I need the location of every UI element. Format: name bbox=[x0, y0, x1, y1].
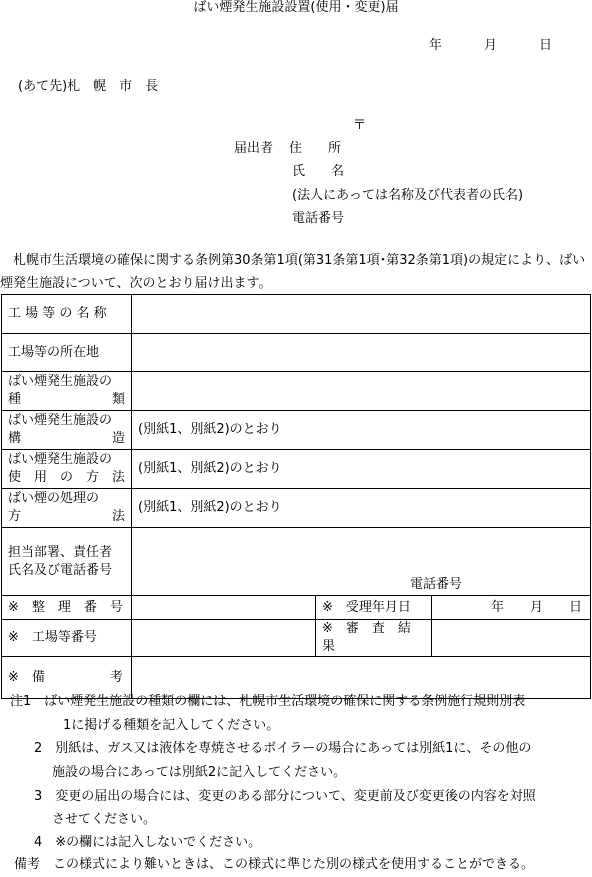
row-ref-number bbox=[2, 596, 591, 620]
factory-location-field[interactable] bbox=[132, 334, 591, 372]
receipt-date-field[interactable]: 年 月 日 bbox=[432, 596, 591, 620]
corporation-note: (法人にあっては名称及び代表者の氏名) bbox=[292, 188, 524, 203]
address-label: 住 所 bbox=[289, 141, 342, 156]
addressee: (あて先)札 幌 市 長 bbox=[18, 79, 159, 94]
facility-structure-label: ばい煙発生施設の 構 造 bbox=[2, 411, 132, 450]
facility-type-field[interactable] bbox=[132, 372, 591, 411]
notifier-name-label: 氏 名 bbox=[292, 164, 345, 179]
row-factory-name bbox=[2, 295, 591, 334]
note-3-cont: させてください。 bbox=[52, 812, 157, 827]
row-factory-location bbox=[2, 334, 591, 372]
remarks-label: ※ 備 考 bbox=[2, 657, 132, 699]
ref-number-label: ※ 整 理 番 号 bbox=[2, 596, 132, 620]
usage-method-label: ばい煙発生施設の 使 用 の 方 法 bbox=[2, 450, 132, 489]
notifier-label: 届出者 bbox=[234, 141, 274, 156]
notifier-address-row bbox=[234, 141, 341, 157]
row-factory-number bbox=[2, 620, 591, 657]
notification-table bbox=[1, 294, 591, 699]
submission-date[interactable] bbox=[429, 38, 552, 54]
row-contact bbox=[2, 528, 591, 596]
usage-method-field[interactable]: (別紙1、別紙2)のとおり bbox=[132, 450, 591, 489]
receipt-date-label: ※ 受理年月日 bbox=[316, 596, 432, 620]
contact-field[interactable] bbox=[132, 528, 591, 596]
factory-location-label: 工場等の所在地 bbox=[2, 334, 132, 372]
date-day: 日 bbox=[538, 38, 552, 53]
row-usage-method bbox=[2, 450, 591, 489]
note-3: 3 変更の届出の場合には、変更のある部分について、変更前及び変更後の内容を対照 bbox=[34, 789, 536, 804]
notifier-phone-label: 電話番号 bbox=[292, 211, 345, 226]
postal-mark: 〒 bbox=[353, 118, 367, 133]
review-result-field[interactable] bbox=[432, 620, 591, 657]
note-4: 4 ※の欄には記入しないでください。 bbox=[34, 835, 262, 850]
review-result-label: ※ 審 査 結 果 bbox=[316, 620, 432, 657]
note-1: 注1 ばい煙発生施設の種類の欄には、札幌市生活環境の確保に関する条例施行規則別表 bbox=[10, 694, 526, 709]
treatment-method-field[interactable]: (別紙1、別紙2)のとおり bbox=[132, 489, 591, 528]
contact-label: 担当部署、責任者 氏名及び電話番号 bbox=[2, 528, 132, 596]
factory-name-label: 工 場 等 の 名 称 bbox=[2, 295, 132, 334]
factory-name-field[interactable] bbox=[132, 295, 591, 334]
contact-phone-label: 電話番号 bbox=[410, 577, 463, 592]
note-2-cont: 施設の場合にあっては別紙2に記入してください。 bbox=[52, 765, 347, 780]
date-year: 年 bbox=[428, 38, 442, 53]
date-month: 月 bbox=[483, 38, 497, 53]
note-1-cont: 1に掲げる種類を記入してください。 bbox=[63, 718, 280, 733]
ref-number-field[interactable] bbox=[132, 596, 316, 620]
form-title: ばい煙発生施設設置(使用・変更)届 bbox=[193, 0, 399, 15]
row-facility-type bbox=[2, 372, 591, 411]
facility-structure-field[interactable]: (別紙1、別紙2)のとおり bbox=[132, 411, 591, 450]
row-treatment-method bbox=[2, 489, 591, 528]
intro-paragraph: 札幌市生活環境の確保に関する条例第30条第1項(第31条第1項･第32条第1項)の規定により、ばい煙発生施設について、次のとおり届け出ます。 bbox=[0, 253, 586, 291]
note-2: 2 別紙は、ガス又は液体を専焼させるボイラーの場合にあっては別紙1に、その他の bbox=[34, 741, 532, 756]
factory-number-field[interactable] bbox=[132, 620, 316, 657]
facility-type-label: ばい煙発生施設の 種 類 bbox=[2, 372, 132, 411]
treatment-method-label: ばい煙の処理の 方 法 bbox=[2, 489, 132, 528]
row-facility-structure bbox=[2, 411, 591, 450]
factory-number-label: ※ 工場等番号 bbox=[2, 620, 132, 657]
remarks-note: 備考 この様式により難いときは、この様式に準じた別の様式を使用することができる。 bbox=[14, 857, 535, 872]
